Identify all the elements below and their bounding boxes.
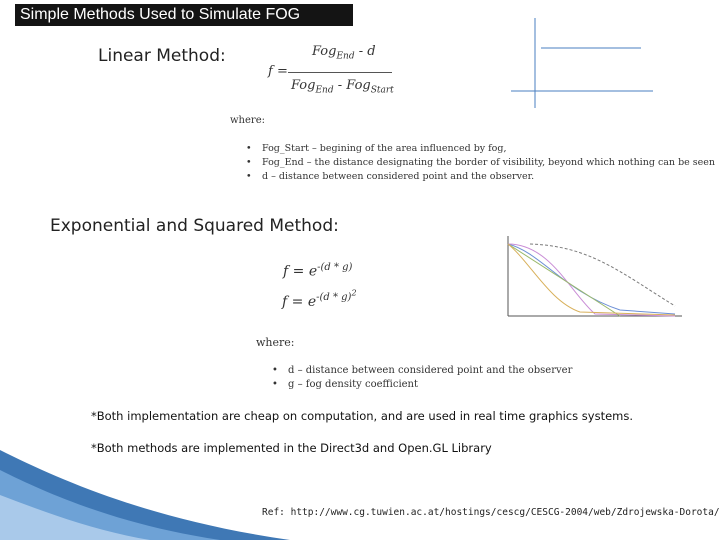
linear-formula-numerator: Fog$_{End}$ - d [312, 44, 376, 62]
slide-swoosh [0, 450, 300, 540]
definition-d: • d – distance between considered point and the observer. [244, 170, 715, 184]
note-cheap-computation: *Both implementation are cheap on computation, and are used in real time graphics systems. [91, 409, 633, 423]
linear-definitions [244, 142, 715, 184]
linear-formula-denominator: Fog$_{End}$ - Fog$_{Start}$ [291, 78, 394, 96]
note-implementation: *Both methods are implemented in the Direct3d and Open.GL Library [91, 441, 492, 455]
fog-density-graph [470, 232, 690, 342]
graph-curve-exp2 [508, 244, 675, 316]
exponential-method-heading: Exponential and Squared Method: [50, 216, 339, 236]
definition-fog-start: • Fog_Start – begining of the area influenced by fog, [244, 142, 715, 156]
definition-fog-end: • Fog_End – the distance designating the border of visibility, beyond which nothing can be seen [244, 156, 715, 170]
squared-formula: $f = e^{-(d * g)^2}$ [282, 289, 357, 310]
graph-curve-linear [508, 244, 620, 316]
definition-g: • g – fog density coefficient [270, 378, 572, 392]
graph-curve-exp3 [508, 244, 675, 315]
definition-d-exp: • d – distance between considered point and the observer [270, 364, 572, 378]
exponential-where-label: where: [256, 336, 295, 349]
slide-title: Simple Methods Used to Simulate FOG [15, 4, 353, 26]
linear-formula-lhs: f = [268, 64, 288, 79]
linear-where-label: where: [230, 115, 265, 126]
graph-curve-exp [508, 244, 675, 314]
exponential-formula: $f = e^{-(d * g)}$ [283, 262, 353, 280]
exponential-definitions [270, 364, 572, 392]
linear-method-heading: Linear Method: [98, 46, 226, 66]
reference-link[interactable]: Ref: http://www.cg.tuwien.ac.at/hostings/cescg/CESCG-2004/web/Zdrojewska-Dorota/ [262, 507, 720, 518]
fraction-bar [288, 72, 392, 73]
graph-curve-dashed [530, 244, 675, 306]
